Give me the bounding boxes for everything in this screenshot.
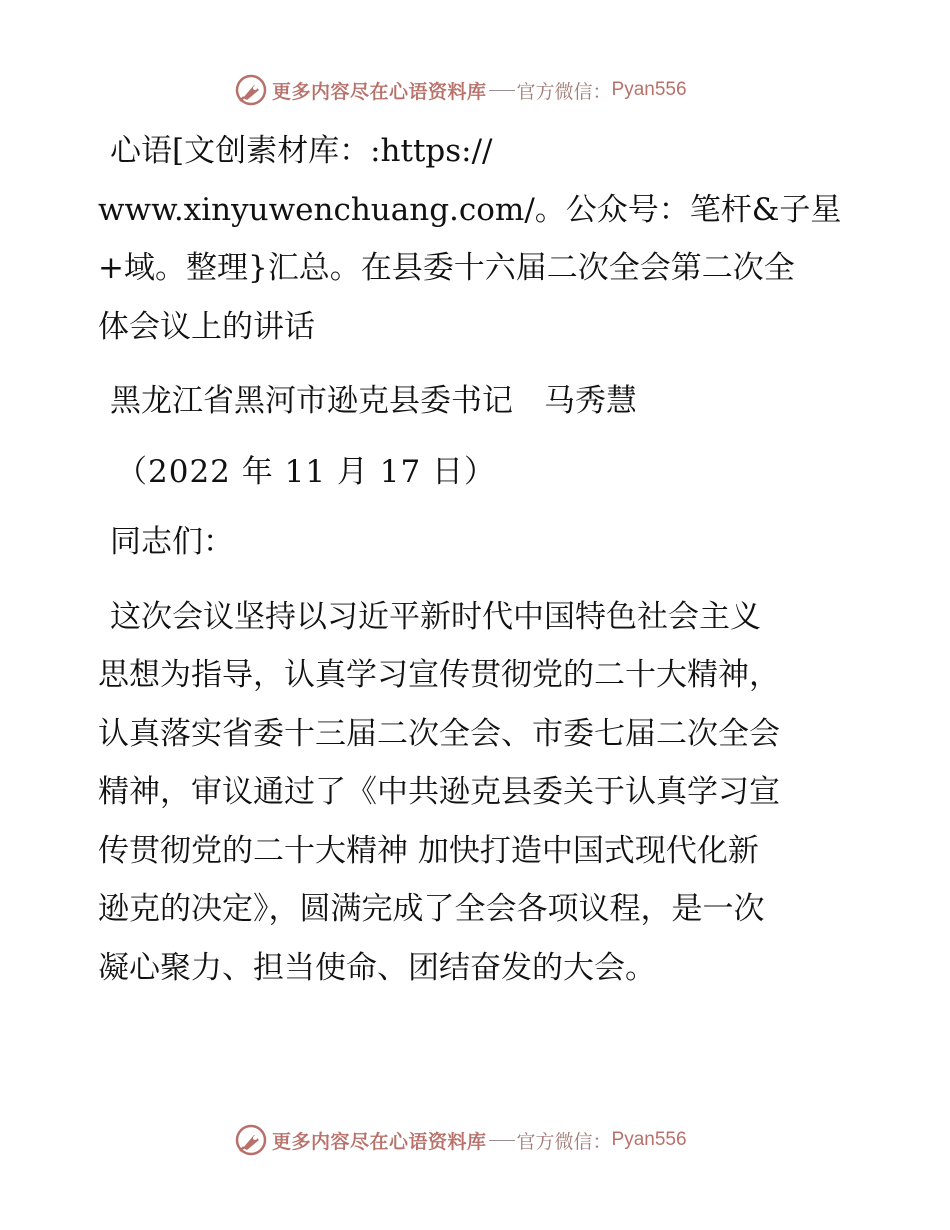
header-watermark [234,70,687,110]
body-paragraph [98,588,858,998]
footer-watermark [234,1120,687,1160]
intro-line: www.xinyuwenchuang.com/。公众号：笔杆&子星 [98,191,842,228]
watermark-main-text: 更多内容尽在心语资料库 [272,1130,487,1153]
pen-nib-logo-icon [234,73,268,107]
watermark-tail-text: 官方微信： [516,80,612,103]
body-line: 传贯彻党的二十大精神 加快打造中国式现代化新 [98,832,759,869]
watermark-tail-text: 官方微信： [516,1130,612,1153]
body-line: 凝心聚力、担当使命、团结奋发的大会。 [98,949,656,986]
intro-line: +域。整理}汇总。在县委十六届二次全会第二次全 [98,250,795,286]
document-content [98,122,858,997]
body-line: 思想为指导，认真学习宣传贯彻党的二十大精神， [98,657,780,693]
watermark-wechat-id: Pyan556 [611,1129,687,1150]
body-line: 精神，审议通过了《中共逊克县委关于认真学习宣 [98,774,780,810]
intro-line: 心语[文创素材库：:https:// [110,133,493,169]
body-line: 这次会议坚持以习近平新时代中国特色社会主义 [110,598,761,635]
pen-nib-logo-icon [234,1123,268,1157]
body-line: 认真落实省委十三届二次全会、市委七届二次全会 [98,715,780,752]
watermark-dash [489,90,515,91]
watermark-dash [489,1140,515,1141]
body-line: 逊克的决定》，圆满完成了全会各项议程，是一次 [98,891,765,927]
date-line: （2022 年 11 月 17 日） [116,453,497,490]
intro-line: 体会议上的讲话 [98,308,315,345]
author-line: 黑龙江省黑河市逊克县委书记 马秀慧 [110,383,637,419]
watermark-wechat-id: Pyan556 [611,79,687,100]
intro-paragraph [98,122,858,356]
watermark-main-text: 更多内容尽在心语资料库 [272,80,487,103]
greeting: 同志们： [110,524,234,560]
